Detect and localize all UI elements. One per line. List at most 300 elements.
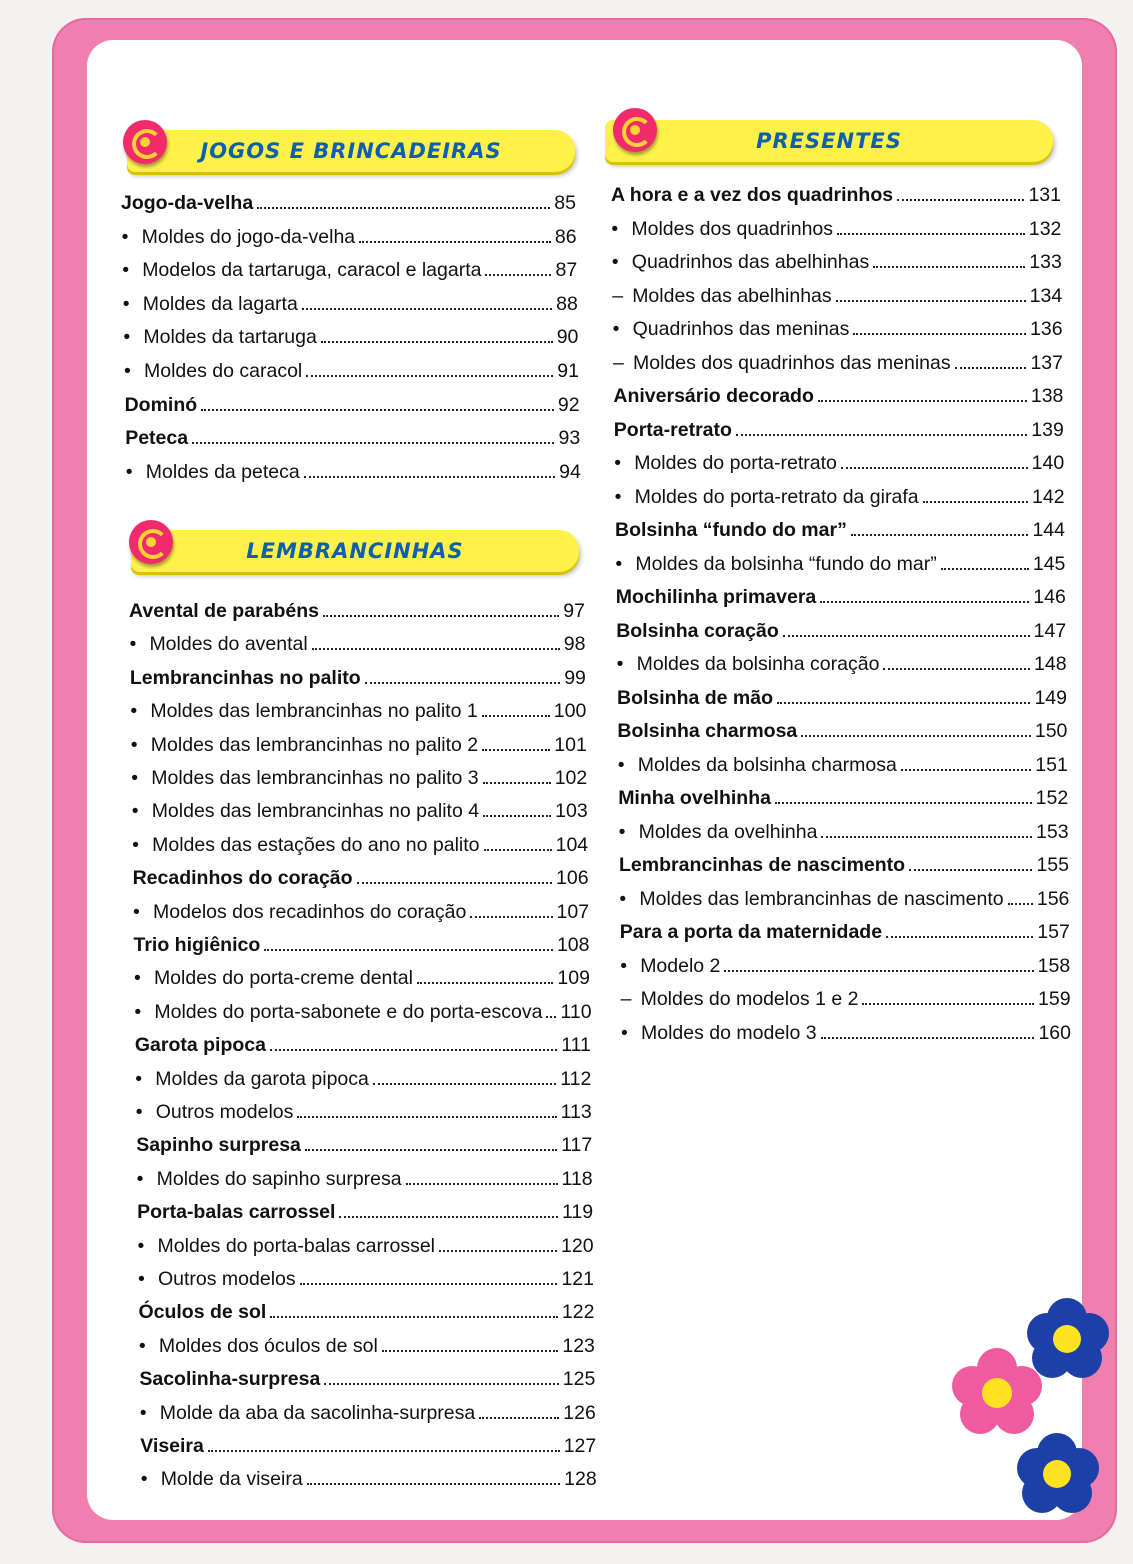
toc-subentry <box>615 486 1065 509</box>
page-number: 140 <box>1031 452 1065 474</box>
page-number: 131 <box>1028 184 1061 206</box>
entry-title: Moldes do jogo-da-velha <box>141 225 356 248</box>
toc-subentry <box>122 259 577 282</box>
entry-title: Moldes das lembrancinhas no palito 2 <box>150 733 479 756</box>
bullet-mark: • <box>138 1268 145 1290</box>
page-number: 133 <box>1029 251 1062 273</box>
toc-subentry <box>122 226 577 249</box>
dot-leader <box>270 1049 557 1051</box>
page-number: 159 <box>1038 988 1071 1010</box>
page-number: 134 <box>1029 284 1063 307</box>
swirl-icon <box>129 520 173 564</box>
entry-title: Moldes do porta-creme dental <box>153 967 413 990</box>
dot-leader <box>257 207 550 209</box>
bullet-mark: • <box>617 753 625 776</box>
page-number: 100 <box>553 700 587 723</box>
page-number: 123 <box>562 1334 595 1357</box>
entry-title: Outros modelos <box>155 1101 294 1123</box>
dot-leader <box>851 534 1029 536</box>
toc-entry <box>125 427 580 450</box>
pink-page-frame <box>52 18 1117 1543</box>
page-number: 126 <box>563 1401 596 1424</box>
page-number: 104 <box>555 833 589 856</box>
section-banner-lembrancinhas <box>131 530 579 572</box>
toc-subentry <box>141 1468 597 1491</box>
entry-title: Moldes dos quadrinhos <box>631 217 834 240</box>
toc-subentry <box>130 700 586 723</box>
dot-leader <box>339 1216 558 1218</box>
entry-title: Moldes do porta-balas carrossel <box>157 1234 436 1257</box>
toc-subentry <box>611 218 1061 241</box>
page-number: 151 <box>1035 753 1068 776</box>
entry-title: Moldes do modelo 3 <box>641 1021 817 1044</box>
dot-leader <box>724 970 1033 972</box>
dot-leader <box>775 802 1032 804</box>
toc-entry <box>613 385 1063 408</box>
toc-subentry <box>132 834 588 857</box>
page-number: 113 <box>560 1101 592 1123</box>
entry-title: Minha ovelhinha <box>618 787 771 809</box>
toc-subentry <box>138 1268 594 1291</box>
entry-title: A hora e a vez dos quadrinhos <box>611 184 894 206</box>
entry-title: Moldes do porta-sabonete e do porta-escova <box>154 1000 543 1023</box>
bullet-mark: • <box>136 1167 144 1190</box>
entry-title: Moldes da lagarta <box>142 292 298 315</box>
dot-leader <box>485 274 551 276</box>
toc-entry <box>615 519 1065 542</box>
toc-subentry <box>140 1402 596 1425</box>
dot-leader <box>300 1283 558 1285</box>
entry-title: Modelos dos recadinhos do coração <box>153 900 467 923</box>
bullet-mark: • <box>135 1067 143 1090</box>
bullet-mark: • <box>616 653 624 675</box>
dot-leader <box>302 308 552 310</box>
page-number: 103 <box>555 800 588 823</box>
entry-title: Moldes da garota pipoca <box>155 1067 369 1090</box>
entry-title: Porta-balas carrossel <box>137 1201 336 1224</box>
entry-title: Lembrancinhas no palito <box>129 666 361 689</box>
dot-leader <box>264 949 553 951</box>
dot-leader <box>836 300 1026 302</box>
page-number: 158 <box>1037 954 1071 977</box>
dot-leader <box>736 434 1027 436</box>
entry-title: Moldes das lembrancinhas de nascimento <box>639 887 1004 910</box>
bullet-mark: • <box>129 633 137 656</box>
entry-title: Moldes do caracol <box>144 360 303 382</box>
toc-entry <box>140 1435 596 1458</box>
page-number: 111 <box>561 1034 591 1057</box>
dot-leader <box>909 869 1032 871</box>
dot-leader <box>546 1016 556 1018</box>
flower-icon <box>1017 1433 1097 1513</box>
entry-title: Garota pipoca <box>134 1034 266 1057</box>
page-number: 99 <box>564 666 586 689</box>
bullet-mark: • <box>121 225 129 248</box>
toc-entry <box>618 787 1068 810</box>
page-number: 90 <box>556 326 579 349</box>
bullet-mark: • <box>135 1101 143 1123</box>
section-title: JOGOS E BRINCADEIRAS <box>200 139 502 163</box>
toc-subentry <box>619 821 1069 844</box>
entry-title: Mochilinha primavera <box>615 586 817 608</box>
entry-title: Moldes dos quadrinhos das meninas <box>633 351 951 374</box>
page-number: 110 <box>560 1000 592 1023</box>
toc-entry <box>136 1134 592 1157</box>
bullet-mark: – <box>612 284 624 307</box>
section-banner-jogos <box>127 130 575 172</box>
entry-title: Molde da aba da sacolinha-surpresa <box>159 1401 476 1424</box>
page-number: 106 <box>556 867 589 890</box>
toc-subentry <box>620 955 1070 978</box>
entry-title: Óculos de sol <box>138 1301 267 1324</box>
dot-leader <box>373 1083 556 1085</box>
page-number: 121 <box>561 1268 594 1290</box>
entry-title: Porta-retrato <box>613 418 732 441</box>
bullet-mark: • <box>122 292 130 315</box>
page-number: 128 <box>564 1468 597 1491</box>
entry-title: Bolsinha de mão <box>617 686 774 709</box>
dot-leader <box>484 849 552 851</box>
toc-entry <box>130 667 586 690</box>
toc-entry <box>620 921 1070 944</box>
dot-leader <box>482 749 550 751</box>
toc-subentry <box>612 285 1062 308</box>
bullet-mark: • <box>130 733 138 756</box>
dot-leader <box>359 241 551 243</box>
entry-title: Moldes das lembrancinhas no palito 3 <box>151 767 479 789</box>
toc-subentry <box>621 988 1071 1011</box>
bullet-mark: • <box>131 800 139 823</box>
entry-title: Molde da viseira <box>160 1468 303 1491</box>
page-number: 146 <box>1033 586 1066 608</box>
toc-subentry <box>137 1168 593 1191</box>
page-number: 108 <box>556 934 590 956</box>
page-number: 120 <box>561 1234 594 1257</box>
bullet-mark: • <box>618 820 626 843</box>
entry-title: Sapinho surpresa <box>136 1134 301 1157</box>
bullet-mark: • <box>611 217 619 240</box>
dot-leader <box>941 568 1029 570</box>
page-number: 155 <box>1036 854 1069 876</box>
page-number: 142 <box>1032 485 1065 508</box>
page-number: 139 <box>1031 418 1064 441</box>
entry-title: Viseira <box>140 1435 204 1457</box>
dot-leader <box>923 501 1028 503</box>
dot-leader <box>417 982 553 984</box>
entry-title: Bolsinha charmosa <box>617 720 798 742</box>
bullet-mark: • <box>134 1000 142 1023</box>
entry-title: Moldes do porta-retrato da girafa <box>634 485 919 508</box>
entry-title: Modelos da tartaruga, caracol e lagarta <box>142 259 482 282</box>
toc-entry <box>139 1368 595 1391</box>
page-number: 85 <box>554 192 576 214</box>
toc-subentry <box>613 352 1063 375</box>
toc-subentry <box>126 461 581 484</box>
bullet-mark: • <box>615 552 623 575</box>
page-number: 137 <box>1030 351 1063 374</box>
dot-leader <box>323 615 559 617</box>
toc-subentry <box>134 1001 590 1024</box>
page-number: 153 <box>1036 820 1069 843</box>
entry-title: Moldes das abelhinhas <box>632 284 832 307</box>
dot-leader <box>841 467 1028 469</box>
entry-title: Peteca <box>125 427 189 450</box>
toc-subentry <box>124 360 579 383</box>
toc-entry <box>138 1301 594 1324</box>
dot-leader <box>479 1417 559 1419</box>
bullet-mark: • <box>611 251 619 273</box>
dot-leader <box>1008 903 1033 905</box>
page-number: 107 <box>556 900 590 923</box>
toc-subentry <box>123 293 578 316</box>
bullet-mark: • <box>138 1334 146 1357</box>
toc-subentry <box>613 318 1063 341</box>
dot-leader <box>307 1483 560 1485</box>
toc-subentry <box>139 1335 595 1358</box>
entry-title: Moldes da peteca <box>145 460 300 483</box>
page-number: 122 <box>561 1301 595 1324</box>
toc-subentry <box>617 653 1067 676</box>
page-number: 136 <box>1030 318 1063 340</box>
toc-subentry <box>129 633 585 656</box>
swirl-icon <box>123 120 167 164</box>
page-number: 160 <box>1038 1021 1071 1044</box>
page-number: 98 <box>563 633 586 656</box>
dot-leader <box>321 341 553 343</box>
entry-title: Aniversário decorado <box>613 385 814 407</box>
entry-title: Outros modelos <box>158 1268 296 1290</box>
dot-leader <box>324 1383 558 1385</box>
entry-title: Moldes das lembrancinhas no palito 1 <box>150 700 478 723</box>
entry-title: Quadrinhos das meninas <box>632 318 850 340</box>
toc-subentry <box>133 901 589 924</box>
entry-title: Dominó <box>124 393 198 416</box>
dot-leader <box>837 233 1025 235</box>
entry-title: Moldes das lembrancinhas no palito 4 <box>151 800 480 823</box>
dot-leader <box>297 1116 556 1118</box>
bullet-mark: • <box>620 954 628 977</box>
bullet-mark: • <box>124 360 131 382</box>
bullet-mark: – <box>620 988 632 1010</box>
page-number: 149 <box>1034 686 1067 709</box>
swirl-icon <box>613 108 657 152</box>
page-number: 157 <box>1037 921 1070 943</box>
bullet-mark: • <box>133 967 141 990</box>
dot-leader <box>873 266 1025 268</box>
toc-entry <box>616 620 1066 643</box>
bullet-mark: • <box>133 900 140 923</box>
dot-leader <box>818 400 1027 402</box>
toc-entry <box>617 687 1067 710</box>
dot-leader <box>470 916 552 918</box>
page-number: 91 <box>557 360 579 382</box>
toc-subentry <box>619 888 1069 911</box>
page-number: 109 <box>557 967 590 990</box>
bullet-mark: • <box>139 1401 147 1424</box>
toc-entry <box>137 1201 593 1224</box>
toc-entry <box>134 934 590 957</box>
toc-subentry <box>134 967 590 990</box>
toc-subentry <box>135 1068 591 1091</box>
entry-title: Sacolinha-surpresa <box>139 1368 321 1391</box>
page-number: 132 <box>1028 217 1062 240</box>
dot-leader <box>482 715 550 717</box>
page-number: 150 <box>1034 720 1068 742</box>
page-number: 152 <box>1035 787 1069 809</box>
page-number: 148 <box>1034 653 1067 675</box>
dot-leader <box>853 333 1026 335</box>
page-number: 119 <box>562 1201 594 1224</box>
dot-leader <box>365 682 561 684</box>
bullet-mark: • <box>131 767 139 789</box>
toc-subentry <box>131 767 587 790</box>
page-number: 101 <box>554 733 587 756</box>
toc-entry <box>616 586 1066 609</box>
bullet-mark: • <box>621 1021 628 1044</box>
toc-subentry <box>614 452 1064 475</box>
left-column <box>87 40 597 1520</box>
entry-title: Modelo 2 <box>640 954 721 977</box>
entry-title: Bolsinha “fundo do mar” <box>615 519 847 541</box>
dot-leader <box>821 836 1032 838</box>
page-number: 127 <box>563 1435 597 1457</box>
entry-title: Quadrinhos das abelhinhas <box>631 251 870 273</box>
entry-title: Moldes da tartaruga <box>143 326 317 349</box>
dot-leader <box>821 1037 1035 1039</box>
dot-leader <box>897 199 1024 201</box>
bullet-mark: • <box>612 318 620 340</box>
page-number: 93 <box>558 427 581 450</box>
entry-title: Lembrancinhas de nascimento <box>619 854 906 876</box>
bullet-mark: • <box>619 887 627 910</box>
contents-page <box>87 40 1082 1520</box>
entry-title: Moldes da bolsinha “fundo do mar” <box>635 552 937 575</box>
dot-leader <box>201 409 554 411</box>
dot-leader <box>955 367 1027 369</box>
dot-leader <box>306 375 553 377</box>
page-number: 144 <box>1032 519 1065 541</box>
dot-leader <box>439 1250 557 1252</box>
flower-icon <box>1027 1298 1107 1378</box>
entry-title: Moldes do porta-retrato <box>634 452 837 474</box>
entry-title: Moldes do avental <box>149 633 308 656</box>
entry-title: Recadinhos do coração <box>132 867 353 890</box>
entry-title: Moldes das estações do ano no palito <box>152 833 480 856</box>
page-number: 86 <box>554 225 577 248</box>
page-number: 125 <box>562 1368 596 1391</box>
entry-title: Avental de parabéns <box>129 600 320 622</box>
dot-leader <box>862 1003 1034 1005</box>
dot-leader <box>883 668 1030 670</box>
page-number: 102 <box>554 767 588 789</box>
entry-title: Bolsinha coração <box>616 619 779 642</box>
dot-leader <box>382 1350 558 1352</box>
dot-leader <box>406 1183 558 1185</box>
toc-subentry <box>621 1022 1071 1045</box>
page-number: 88 <box>556 292 578 315</box>
toc-subentry <box>618 754 1068 777</box>
bullet-mark: • <box>614 485 622 508</box>
toc-entry <box>617 720 1067 743</box>
entry-title: Moldes da ovelhinha <box>638 820 818 843</box>
toc-subentry <box>136 1101 592 1124</box>
bullet-mark: • <box>132 833 139 856</box>
bullet-mark: • <box>140 1468 148 1491</box>
entry-title: Moldes do modelos 1 e 2 <box>640 988 859 1010</box>
page-number: 97 <box>563 600 585 622</box>
dot-leader <box>801 735 1031 737</box>
dot-leader <box>192 442 554 444</box>
right-column <box>587 40 1082 1520</box>
bullet-mark: • <box>614 452 622 474</box>
dot-leader <box>901 769 1031 771</box>
section-title: LEMBRANCINHAS <box>246 539 464 563</box>
bullet-mark: • <box>123 326 131 349</box>
dot-leader <box>777 702 1030 704</box>
page-number: 145 <box>1032 552 1066 575</box>
dot-leader <box>357 882 552 884</box>
bullet-mark: – <box>613 351 624 374</box>
entry-title: Moldes da bolsinha coração <box>636 653 880 675</box>
toc-entry <box>133 867 589 890</box>
dot-leader <box>483 782 551 784</box>
bullet-mark: • <box>137 1234 145 1257</box>
dot-leader <box>270 1316 558 1318</box>
section-banner-presentes <box>605 120 1053 162</box>
bullet-mark: • <box>130 700 138 723</box>
section-title: PRESENTES <box>756 129 902 153</box>
toc-subentry <box>615 553 1065 576</box>
entry-title: Trio higiênico <box>133 934 261 956</box>
toc-subentry <box>612 251 1062 274</box>
bullet-mark: • <box>122 259 130 282</box>
dot-leader <box>305 1149 557 1151</box>
toc-entry <box>614 419 1064 442</box>
page-number: 156 <box>1036 887 1070 910</box>
toc-entry <box>129 600 585 623</box>
dot-leader <box>783 635 1030 637</box>
entry-title: Jogo-da-velha <box>121 192 254 214</box>
dot-leader <box>208 1450 560 1452</box>
page-number: 94 <box>559 460 581 483</box>
dot-leader <box>820 601 1029 603</box>
entry-title: Moldes dos óculos de sol <box>158 1334 378 1357</box>
toc-entry <box>121 192 576 215</box>
page-number: 138 <box>1030 385 1064 407</box>
entry-title: Moldes do sapinho surpresa <box>156 1167 402 1190</box>
page-number: 112 <box>560 1067 592 1090</box>
page-number: 87 <box>555 259 578 282</box>
page-number: 92 <box>557 393 580 416</box>
toc-subentry <box>132 800 588 823</box>
toc-subentry <box>131 734 587 757</box>
bullet-mark: • <box>125 460 133 483</box>
toc-entry <box>611 184 1061 207</box>
toc-entry <box>619 854 1069 877</box>
page-number: 147 <box>1033 619 1067 642</box>
toc-subentry <box>123 326 578 349</box>
entry-title: Para a porta da maternidade <box>619 921 883 943</box>
page-number: 118 <box>561 1167 593 1190</box>
entry-title: Moldes da bolsinha charmosa <box>637 753 897 776</box>
toc-entry <box>135 1034 591 1057</box>
page-number: 117 <box>561 1134 593 1157</box>
toc-subentry <box>138 1235 594 1258</box>
dot-leader <box>312 648 560 650</box>
toc-entry <box>125 394 580 417</box>
dot-leader <box>304 476 555 478</box>
dot-leader <box>483 815 551 817</box>
